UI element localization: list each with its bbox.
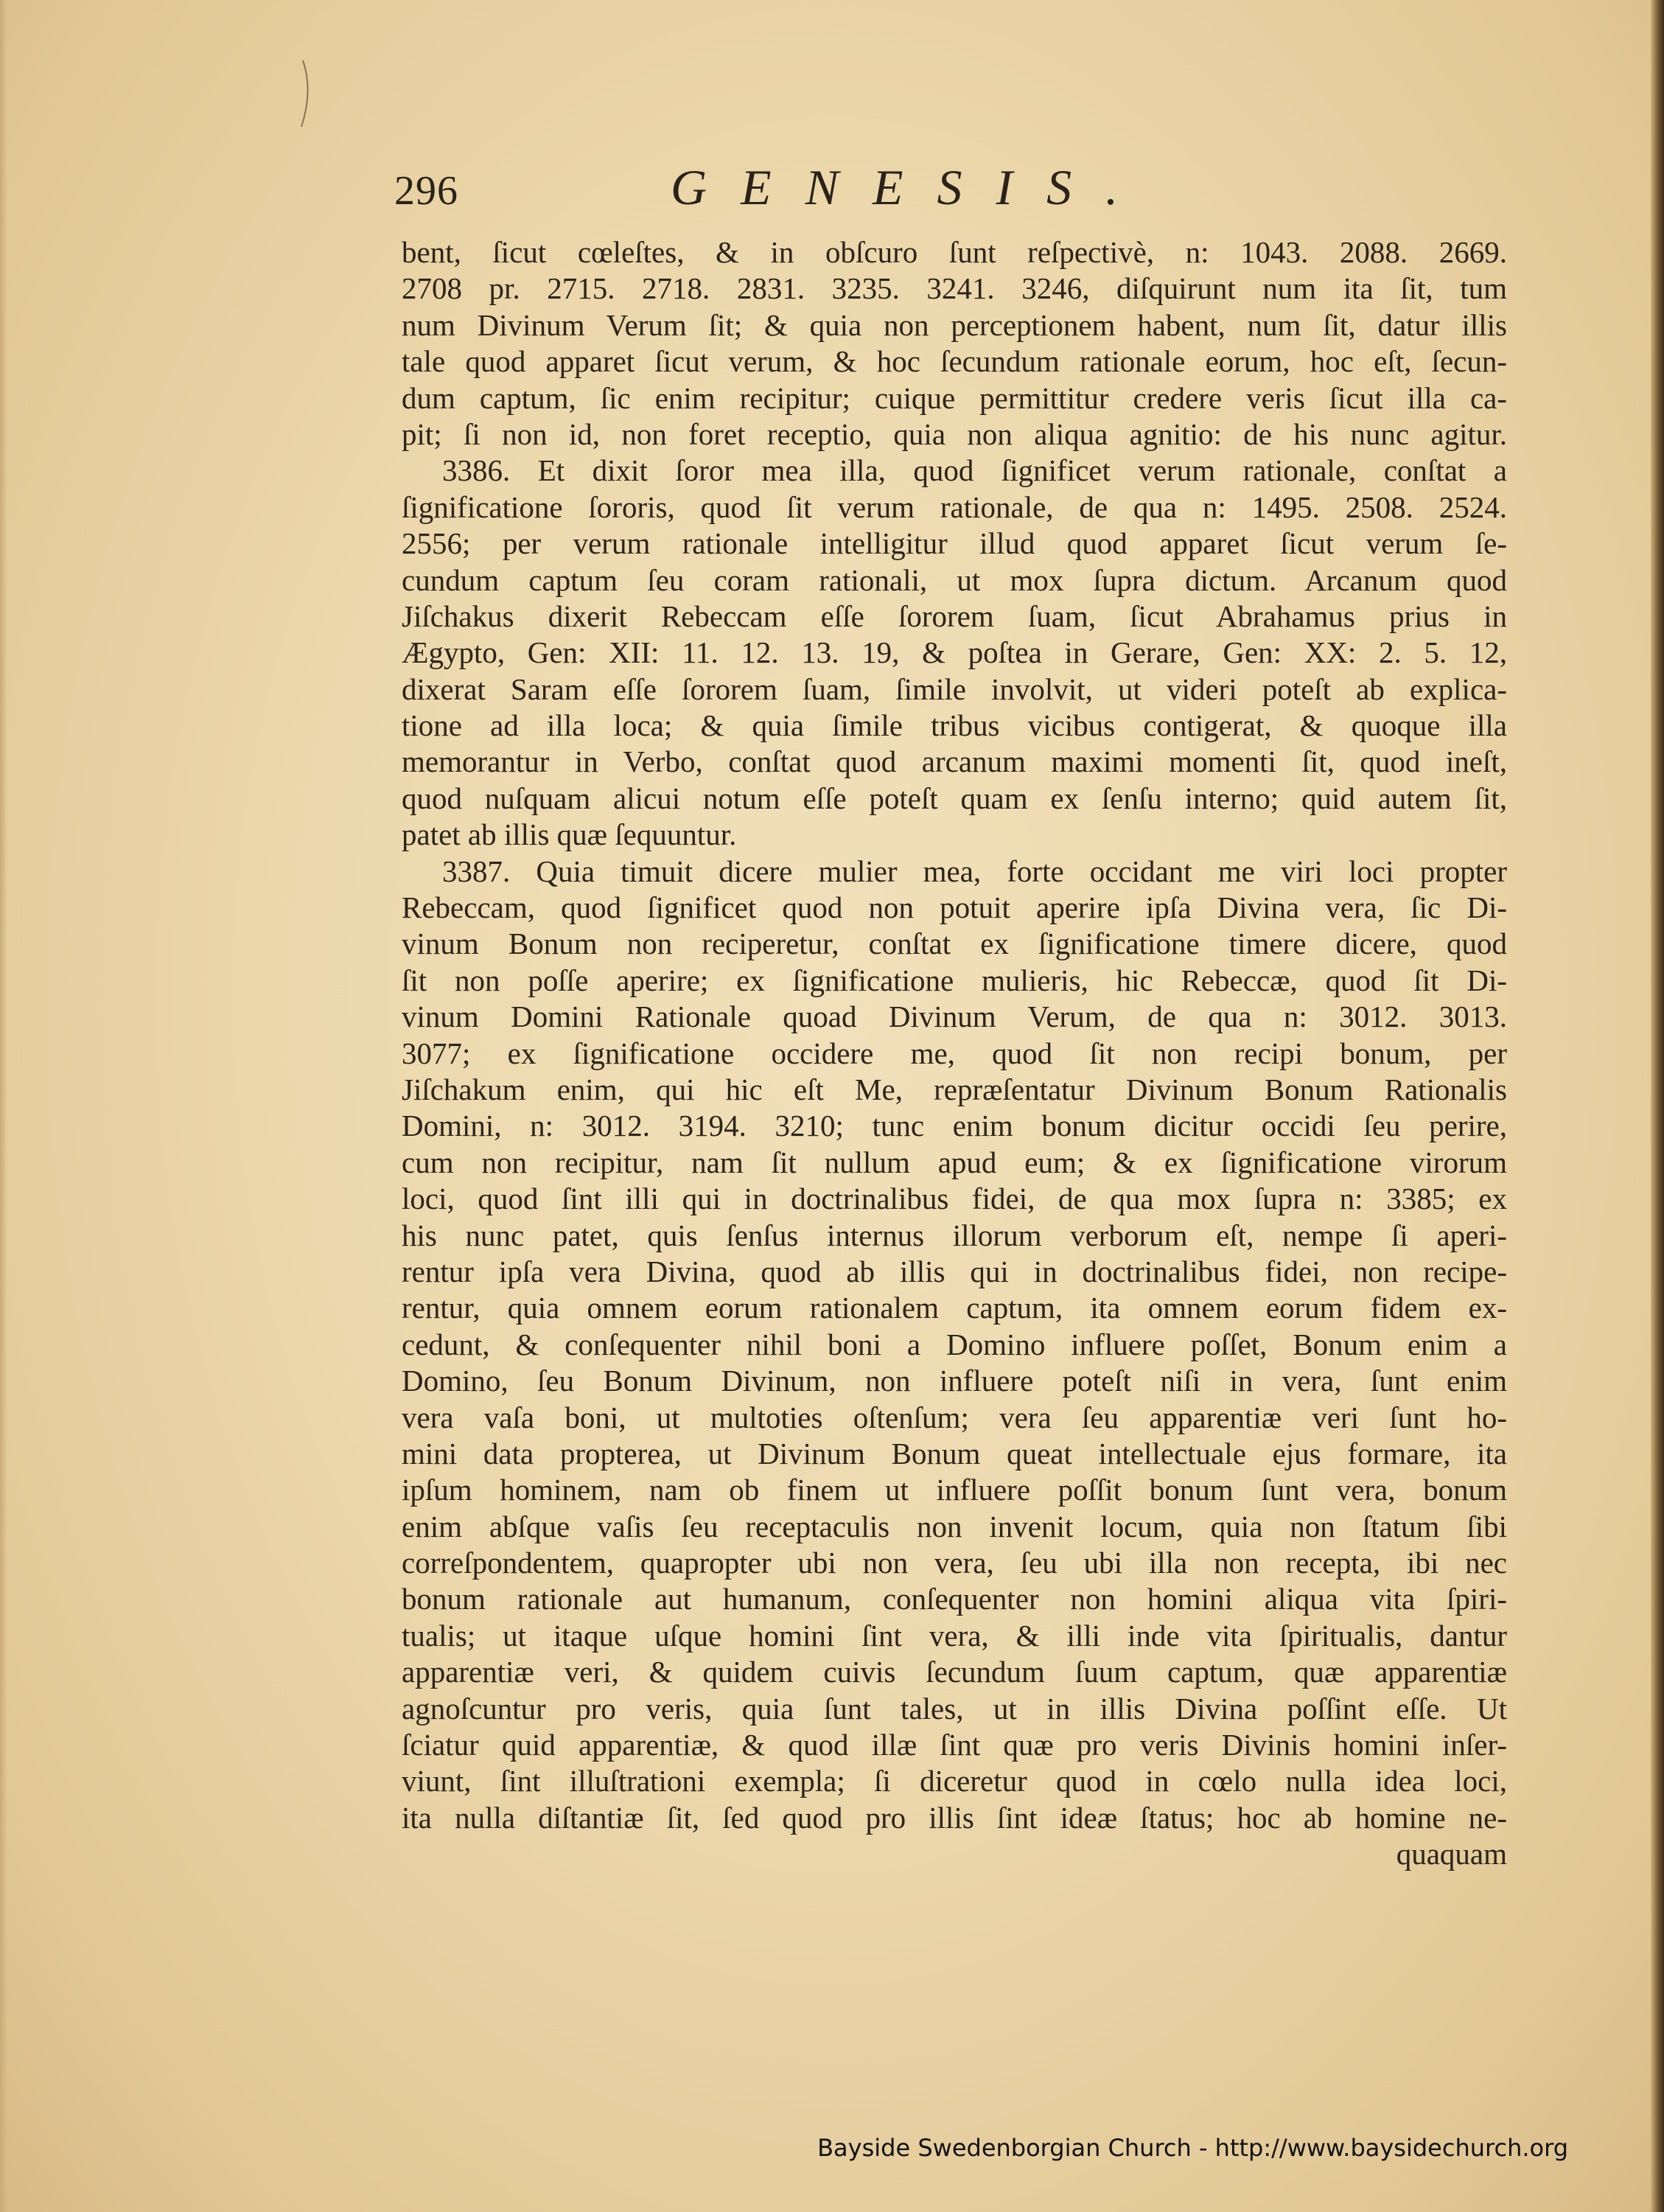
- text-line: Jiſchakus dixerit Rebeccam eſſe ſororem ſuam, ſicut Abrahamus prius in: [402, 599, 1507, 633]
- text-line: rentur, quia omnem eorum rationalem captum, ita omnem eorum fidem ex-: [402, 1291, 1507, 1325]
- text-line: ſignificatione ſororis, quod ſit verum rationale, de qua n: 1495. 2508. 2524.: [402, 489, 1507, 524]
- text-line: correſpondentem, quapropter ubi non vera, ſeu ubi illa non recepta, ibi nec: [402, 1546, 1507, 1580]
- text-line: ipſum hominem, nam ob finem ut influere poſſit bonum ſunt vera, bonum: [402, 1473, 1507, 1507]
- body-text: [402, 234, 1507, 1873]
- text-line: loci, quod ſint illi qui in doctrinalibus fidei, de qua mox ſupra n: 3385; ex: [402, 1182, 1507, 1216]
- paragraph-3386-start: 3386. Et dixit ſoror mea illa, quod ſignificet verum rationale, conſtat a: [442, 453, 1507, 488]
- paragraph-3387-start: 3387. Quia timuit dicere mulier mea, forte occidant me viri loci propter: [442, 854, 1507, 888]
- text-line: ita nulla diſtantiæ ſit, ſed quod pro illis ſint ideæ ſtatus; hoc ab homine ne-: [402, 1800, 1507, 1835]
- text-line: Domini, n: 3012. 3194. 3210; tunc enim bonum dicitur occidi ſeu perire,: [402, 1109, 1507, 1143]
- text-line: cundum captum ſeu coram rationali, ut mox ſupra dictum. Arcanum quod: [402, 562, 1507, 597]
- text-line: ſit non poſſe aperire; ex ſignificatione mulieris, hic Rebeccæ, quod ſit Di-: [402, 963, 1507, 997]
- text-line: bonum rationale aut humanum, conſequenter non homini aliqua vita ſpiri-: [402, 1582, 1507, 1616]
- text-line: Rebeccam, quod ſignificet quod non potuit aperire ipſa Divina vera, ſic Di-: [402, 890, 1507, 925]
- text-line: num Divinum Verum ſit; & quia non perceptionem habent, num ſit, datur illis: [402, 307, 1507, 342]
- text-line: bent, ſicut cœleſtes, & in obſcuro ſunt reſpectivè, n: 1043. 2088. 2669.: [402, 235, 1507, 269]
- text-line: tione ad illa loca; & quia ſimile tribus vicibus contigerat, & quoque illa: [402, 708, 1507, 743]
- page-left-edge: [0, 0, 7, 2212]
- text-line: tale quod apparet ſicut verum, & hoc ſecundum rationale eorum, hoc eſt, ſecun-: [402, 344, 1507, 379]
- page-number: 296: [394, 168, 458, 214]
- pencil-mark: [298, 59, 313, 129]
- text-line: quod nuſquam alicui notum eſſe poteſt quam ex ſenſu interno; quid autem ſit,: [402, 781, 1507, 815]
- text-line: vera vaſa boni, ut multoties oſtenſum; vera ſeu apparentiæ veri ſunt ho-: [402, 1400, 1507, 1434]
- text-line: Ægypto, Gen: XII: 11. 12. 13. 19, & poſtea in Gerare, Gen: XX: 2. 5. 12,: [402, 635, 1507, 670]
- text-line: mini data propterea, ut Divinum Bonum queat intellectuale ejus formare, ita: [402, 1436, 1507, 1470]
- text-line: enim abſque vaſis ſeu receptaculis non invenit locum, quia non ſtatum ſibi: [402, 1509, 1507, 1543]
- text-line: rentur ipſa vera Divina, quod ab illis qui in doctrinalibus fidei, non recipe-: [402, 1254, 1507, 1288]
- running-title: GENESIS.: [671, 159, 1153, 215]
- text-line: tualis; ut itaque uſque homini ſint vera, & illi inde vita ſpiritualis, dantur: [402, 1618, 1507, 1653]
- book-gutter-shadow: [1651, 0, 1664, 2212]
- paragraph-3386-end: patet ab illis quæ ſequuntur.: [402, 817, 737, 852]
- text-line: Domino, ſeu Bonum Divinum, non influere poteſt niſi in vera, ſunt enim: [402, 1364, 1507, 1398]
- text-line: viunt, ſint illuſtrationi exempla; ſi diceretur quod in cœlo nulla idea loci,: [402, 1764, 1507, 1798]
- text-line: his nunc patet, quis ſenſus internus illorum verborum eſt, nempe ſi aperi-: [402, 1218, 1507, 1252]
- text-line: agnoſcuntur pro veris, quia ſunt tales, ut in illis Divina poſſint eſſe. Ut: [402, 1691, 1507, 1726]
- text-line: cedunt, & conſequenter nihil boni a Domino influere poſſet, Bonum enim a: [402, 1327, 1507, 1361]
- text-line: 3077; ex ſignificatione occidere me, quod ſit non recipi bonum, per: [402, 1036, 1507, 1070]
- watermark-footer: Bayside Swedenborgian Church - http://www.baysidechurch.org: [817, 2134, 1568, 2162]
- text-line: 2708 pr. 2715. 2718. 2831. 3235. 3241. 3246, diſquirunt num ita ſit, tum: [402, 271, 1507, 306]
- text-line: apparentiæ veri, & quidem cuivis ſecundum ſuum captum, quæ apparentiæ: [402, 1655, 1507, 1689]
- page-header: [394, 158, 1514, 225]
- text-line: dum captum, ſic enim recipitur; cuique permittitur credere veris ſicut illa ca-: [402, 380, 1507, 415]
- text-line: cum non recipitur, nam ſit nullum apud eum; & ex ſignificatione virorum: [402, 1145, 1507, 1179]
- text-line: dixerat Saram eſſe ſororem ſuam, ſimile involvit, ut videri poteſt ab explica-: [402, 671, 1507, 706]
- text-line: Jiſchakum enim, qui hic eſt Me, repræſentatur Divinum Bonum Rationalis: [402, 1072, 1507, 1106]
- text-line: pit; ſi non id, non foret receptio, quia non aliqua agnitio: de his nunc agitur.: [402, 416, 1507, 451]
- text-line: vinum Bonum non reciperetur, conſtat ex ſignificatione timere dicere, quod: [402, 927, 1507, 961]
- catchword: quaquam: [1396, 1837, 1507, 1871]
- text-line: ſciatur quid apparentiæ, & quod illæ ſint quæ pro veris Divinis homini inſer-: [402, 1728, 1507, 1762]
- text-line: vinum Domini Rationale quoad Divinum Verum, de qua n: 3012. 3013.: [402, 999, 1507, 1034]
- text-line: memorantur in Verbo, conſtat quod arcanum maximi momenti ſit, quod ineſt,: [402, 744, 1507, 779]
- text-line: 2556; per verum rationale intelligitur illud quod apparet ſicut verum ſe-: [402, 526, 1507, 561]
